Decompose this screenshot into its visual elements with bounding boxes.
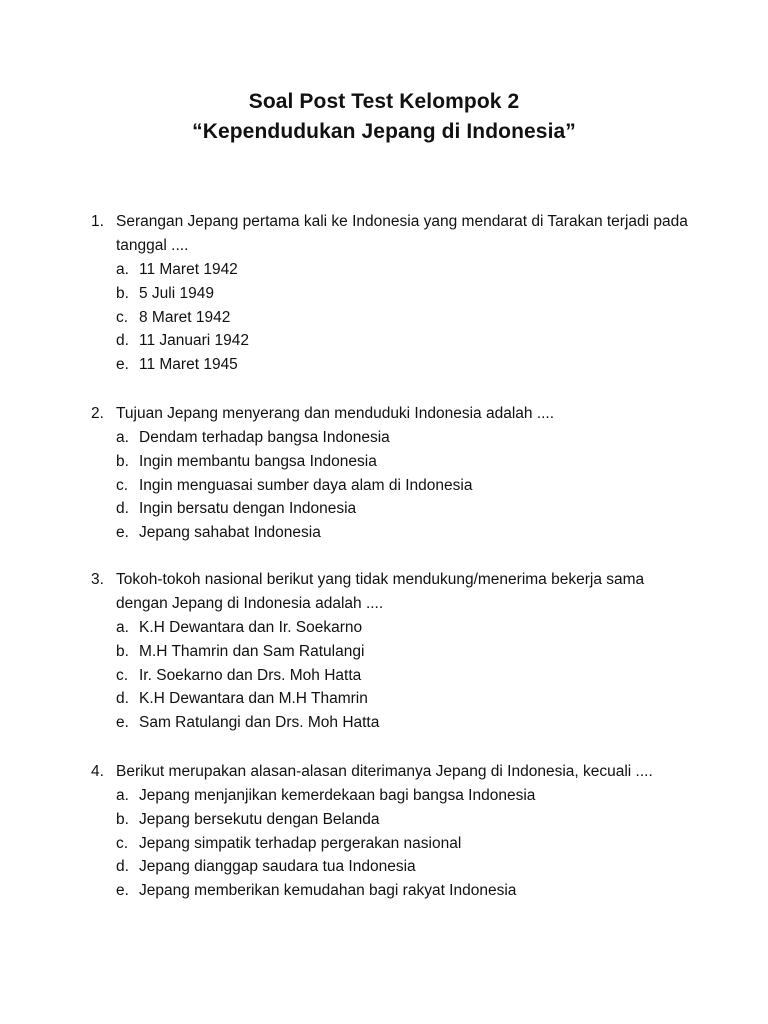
option-text: Jepang menjanjikan kemerdekaan bagi bangsa Indonesia (139, 787, 536, 804)
option-c (116, 832, 691, 856)
option-text: K.H Dewantara dan Ir. Soekarno (139, 619, 363, 636)
option-list (116, 426, 691, 545)
question-1 (91, 210, 691, 377)
option-e (116, 879, 691, 903)
question-stem (91, 402, 691, 426)
option-letter: e. (116, 524, 129, 542)
option-d (116, 497, 691, 521)
option-text: Jepang dianggap saudara tua Indonesia (139, 858, 416, 876)
option-b (116, 282, 691, 306)
option-letter: e. (116, 882, 129, 900)
question-text: Tujuan Jepang menyerang dan menduduki Indonesia adalah .... (116, 405, 555, 422)
option-letter: d. (116, 500, 129, 518)
option-text: K.H Dewantara dan M.H Thamrin (139, 690, 368, 708)
option-letter: b. (116, 452, 129, 470)
option-list (116, 784, 691, 903)
option-letter: d. (116, 690, 129, 708)
option-c (116, 664, 691, 688)
option-c (116, 306, 691, 330)
question-number: 2. (91, 405, 104, 422)
option-letter: c. (116, 834, 129, 852)
question-text: Tokoh-tokoh nasional berikut yang tidak mendukung/menerima bekerja sama dengan Jepang di Indonesia adalah .... (116, 571, 645, 612)
option-list (116, 616, 691, 735)
option-e (116, 711, 691, 735)
option-letter: b. (116, 642, 129, 660)
option-a (116, 784, 691, 808)
option-a (116, 426, 691, 450)
option-text: Dendam terhadap bangsa Indonesia (139, 429, 390, 446)
option-a (116, 616, 691, 640)
option-letter: c. (116, 666, 129, 684)
option-letter: c. (116, 308, 129, 326)
option-text: Ingin membantu bangsa Indonesia (139, 452, 377, 470)
option-b (116, 450, 691, 474)
option-letter: b. (116, 810, 129, 828)
option-text: 5 Juli 1949 (139, 284, 214, 302)
option-list (116, 258, 691, 377)
option-text: Ir. Soekarno dan Drs. Moh Hatta (139, 666, 362, 684)
option-d (116, 855, 691, 879)
option-text: Jepang simpatik terhadap pergerakan nasional (139, 834, 462, 852)
question-number: 1. (91, 213, 104, 230)
option-d (116, 687, 691, 711)
question-stem (91, 568, 691, 616)
question-text: Serangan Jepang pertama kali ke Indonesia yang mendarat di Tarakan terjadi pada tanggal .... (116, 213, 688, 254)
option-letter: e. (116, 714, 129, 732)
document-title: Soal Post Test Kelompok 2 (248, 90, 520, 113)
option-b (116, 640, 691, 664)
question-2 (91, 402, 691, 545)
option-text: 8 Maret 1942 (139, 308, 231, 326)
option-text: Jepang bersekutu dengan Belanda (139, 810, 380, 828)
option-c (116, 474, 691, 498)
question-stem (91, 210, 691, 258)
question-number: 4. (91, 763, 104, 780)
option-letter: a. (116, 787, 129, 804)
option-letter: b. (116, 284, 129, 302)
option-letter: c. (116, 476, 129, 494)
question-stem (91, 760, 691, 784)
option-e (116, 521, 691, 545)
document-subtitle: “Kependudukan Jepang di Indonesia” (192, 120, 576, 143)
question-text: Berikut merupakan alasan-alasan diterimanya Jepang di Indonesia, kecuali .... (116, 763, 653, 780)
option-letter: a. (116, 619, 129, 636)
option-text: Ingin bersatu dengan Indonesia (139, 500, 357, 518)
option-text: Jepang sahabat Indonesia (139, 524, 321, 542)
option-text: 11 Maret 1945 (139, 356, 238, 374)
option-letter: a. (116, 429, 129, 446)
option-d (116, 329, 691, 353)
option-a (116, 258, 691, 282)
option-letter: e. (116, 356, 129, 374)
question-3 (91, 568, 691, 735)
question-number: 3. (91, 571, 104, 588)
question-4 (91, 760, 691, 903)
option-letter: d. (116, 332, 129, 350)
option-text: 11 Januari 1942 (139, 332, 250, 350)
option-e (116, 353, 691, 377)
option-b (116, 808, 691, 832)
option-text: Ingin menguasai sumber daya alam di Indonesia (139, 476, 473, 494)
option-text: Jepang memberikan kemudahan bagi rakyat Indonesia (139, 882, 517, 900)
option-text: 11 Maret 1942 (139, 261, 238, 278)
option-letter: d. (116, 858, 129, 876)
option-text: Sam Ratulangi dan Drs. Moh Hatta (139, 714, 380, 732)
option-text: M.H Thamrin dan Sam Ratulangi (139, 642, 365, 660)
option-letter: a. (116, 261, 129, 278)
